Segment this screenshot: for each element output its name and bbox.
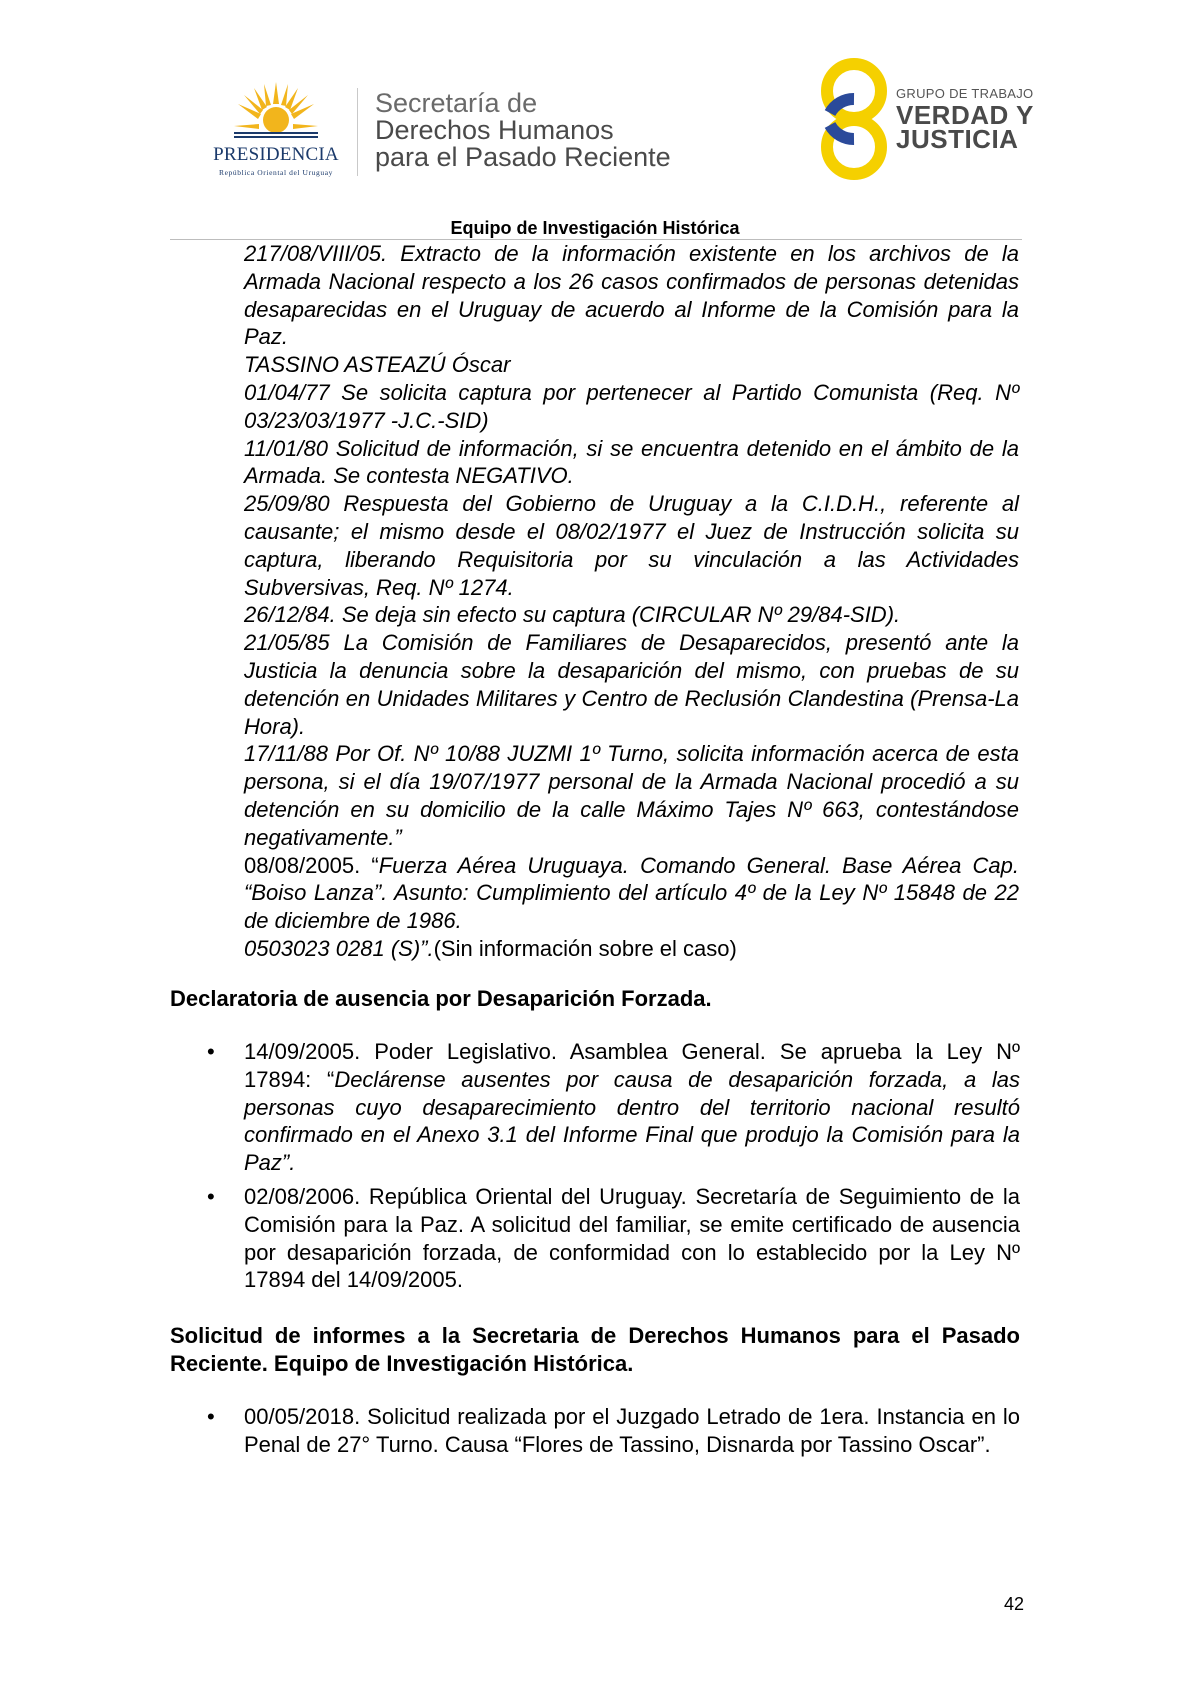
list-item [170,1403,1020,1459]
presidencia-logo [196,80,356,180]
extract-paragraph: 01/04/77 Se solicita captura por pertenecer al Partido Comunista (Req. Nº 03/23/03/1977 -J.C.-SID) [244,379,1019,433]
extract-lead: 08/08/2005. “ [244,852,379,878]
section1-list [170,1038,1020,1300]
extract-paragraph: 26/12/84. Se deja sin efecto su captura (CIRCULAR Nº 29/84-SID). [244,602,901,628]
extract-name: TASSINO ASTEAZÚ Óscar [244,352,511,378]
section-heading: Solicitud de informes a la Secretaria de Derechos Humanos para el Pasado Reciente. Equipo de Investigación Histórica. [170,1323,1020,1376]
extract-code: 0503023 0281 (S)”. [244,935,434,961]
presidencia-subtitle: República Oriental del Uruguay [218,168,333,177]
item-quote: Declárense ausentes por causa de desaparición forzada, a las personas cuyo desaparecimiento dentro del territorio nacional resultó confirmado en el Anexo 3.1 del Informe Final que produjo la Comisión para la Paz”. [244,1066,1020,1176]
vj-title-line-2: JUSTICIA [896,124,1019,154]
sun-emblem-icon [234,80,318,144]
bullet-icon: • [207,1039,215,1064]
secretaria-line-3: para el Pasado Reciente [375,142,671,172]
item-text: 02/08/2006. República Oriental del Uruguay. Secretaría de Seguimiento de la Comisión para la Paz. A solicitud del familiar, se emite certificado de ausencia por desaparición forzada, de conformidad con lo establecido por la Ley Nº 17894 del 14/09/2005. [244,1183,1020,1293]
item-text: 00/05/2018. Solicitud realizada por el Juzgado Letrado de 1era. Instancia en lo Penal de 27° Turno. Causa “Flores de Tassino, Disnarda por Tassino Oscar”. [244,1404,1020,1457]
secretaria-title [375,90,671,171]
extract-paragraph [244,935,1019,963]
extract-paragraph: 21/05/85 La Comisión de Familiares de Desaparecidos, presentó ante la Justicia la denuncia sobre la desaparición del mismo, con pruebas de su detención en Unidades Militares y Centro de Reclusión Clandestina (Prensa-La Hora). [244,630,1019,739]
list-item [170,1183,1020,1294]
extract-paragraph [244,852,1019,935]
team-title: Equipo de Investigación Histórica [450,218,740,238]
verdad-justicia-logo-icon [818,55,898,185]
list-item [170,1038,1020,1177]
extract-note: (Sin información sobre el caso) [433,935,737,961]
extract-paragraph: 17/11/88 Por Of. Nº 10/88 JUZMI 1º Turno, solicita información acerca de esta persona, si el día 19/07/1977 personal de la Armada Nacional procedió a su detención en su domicilio de la calle Máximo Tajes Nº 663, contestándose negativamente.” [244,741,1019,850]
secretaria-line-1: Secretaría de [375,88,538,118]
section2-list [170,1403,1020,1465]
presidencia-name: PRESIDENCIA [213,144,339,165]
page-header [0,0,1190,238]
extract-quote: Fuerza Aérea Uruguaya. Comando General. Base Aérea Cap. “Boiso Lanza”. Asunto: Cumplimiento del artículo 4º de la Ley Nº 15848 de 22 de diciembre de 1986. [244,852,1019,934]
extract-paragraph: 11/01/80 Solicitud de información, si se encuentra detenido en el ámbito de la Armada. Se contesta NEGATIVO. [244,435,1019,489]
vj-title-line-1: VERDAD Y [896,100,1034,130]
extract-paragraph: 25/09/80 Respuesta del Gobierno de Uruguay a la C.I.D.H., referente al causante; el mismo desde el 08/02/1977 el Juez de Instrucción solicita su captura, liberando Requisitoria por su vinculación a las Actividades Subversivas, Req. Nº 1274. [244,491,1019,600]
section-heading: Declaratoria de ausencia por Desaparición Forzada. [170,986,712,1011]
secretaria-line-2: Derechos Humanos [375,115,614,145]
bullet-icon: • [207,1404,215,1429]
bullet-icon: • [207,1183,215,1209]
header-divider [357,88,358,176]
page-number: 42 [1004,1594,1025,1614]
extract-paragraph: 217/08/VIII/05. Extracto de la información existente en los archivos de la Armada Nacional respecto a los 26 casos confirmados de personas detenidas desaparecidas en el Uruguay de acuerdo al Informe de la Comisión para la Paz. [244,241,1019,350]
extract-block [244,240,1019,963]
vj-small-label: GRUPO DE TRABAJO [896,86,1034,101]
item-lead: 14/09/2005. Poder Legislativo. Asamblea General. Se aprueba la Ley Nº 17894: “ [244,1039,1020,1092]
